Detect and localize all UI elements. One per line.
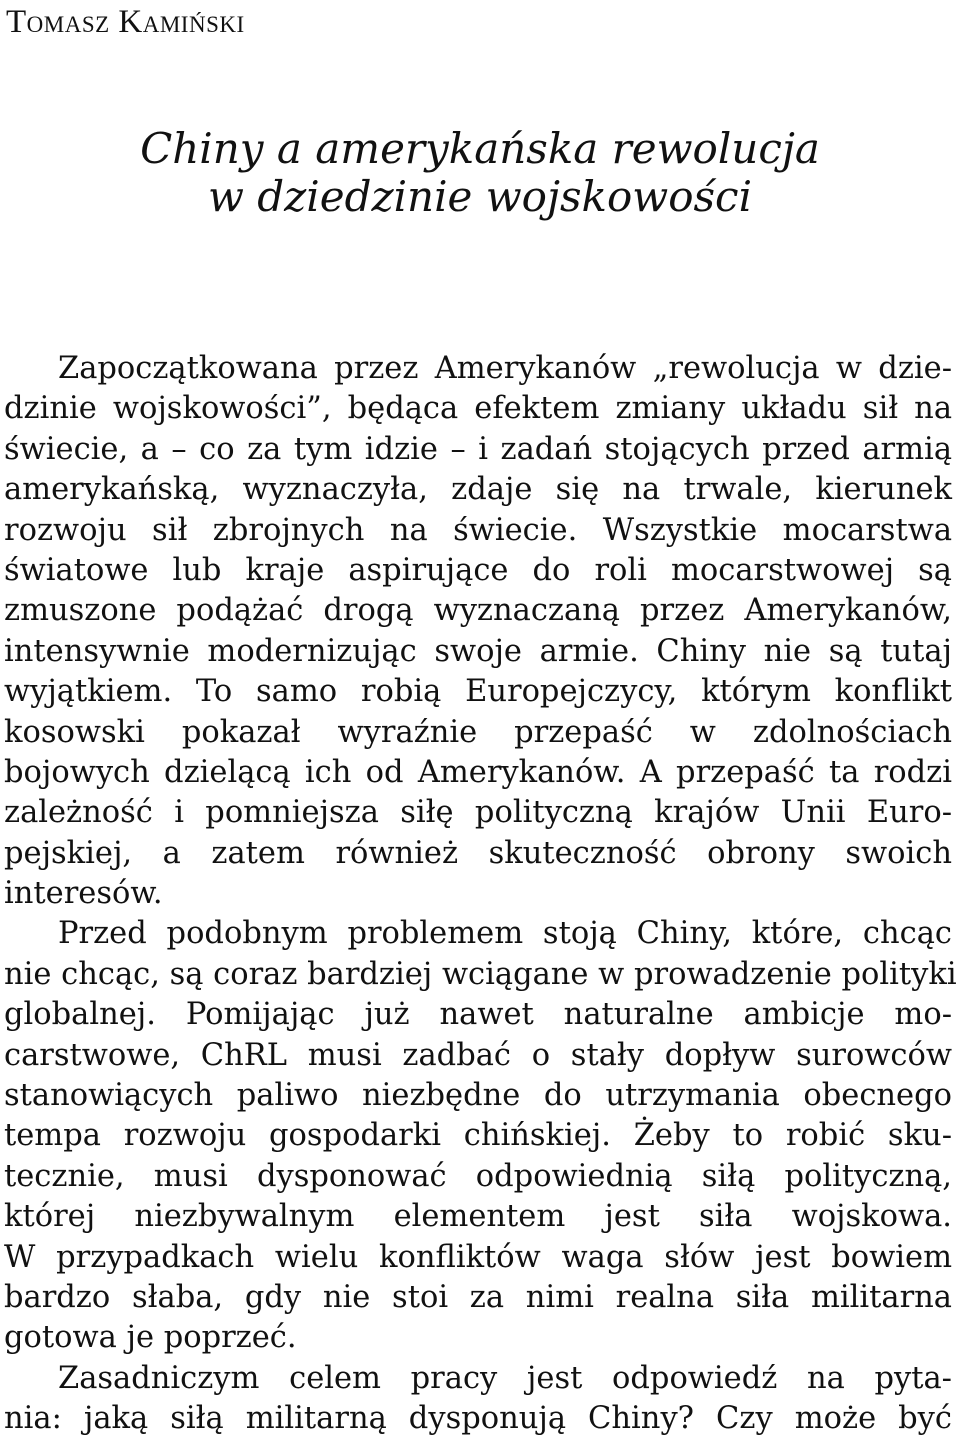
paragraph-2-line-3: globalnej. Pomijając już nawet naturalne ambicje mo- — [4, 997, 952, 1033]
article-title — [0, 125, 960, 221]
title-line-2: w dziedzinie wojskowości — [207, 172, 753, 221]
paragraph-3-line-1: Zasadniczym celem pracy jest odpowiedź na pyta- — [58, 1360, 952, 1396]
paragraph-1-line-1: Zapoczątkowana przez Amerykanów „rewolucja w dzie- — [58, 351, 952, 386]
paragraph-2-line-9: W przypadkach wielu konfliktów waga słów jest bowiem — [4, 1239, 952, 1275]
paragraph-1-line-11: bojowych dzielącą ich od Amerykanów. A przepaść ta rodzi — [4, 754, 952, 790]
paragraph-2-line-5: stanowiących paliwo niezbędne do utrzymania obecnego — [4, 1078, 952, 1114]
paragraph-1-line-3: świecie, a – co za tym idzie – i zadań stojących przed armią — [4, 431, 952, 467]
paragraph-2-line-11: gotowa je poprzeć. — [4, 1320, 297, 1356]
paragraph-2-line-2: nie chcąc, są coraz bardziej wciągane w prowadzenie polityki — [4, 956, 957, 992]
paragraph-1-line-9: wyjątkiem. To samo robią Europejczycy, którym konflikt — [4, 674, 952, 710]
article-body — [4, 349, 957, 1440]
paragraph-2-line-8: której niezbywalnym elementem jest siła wojskowa. — [4, 1199, 952, 1235]
paragraph-1-line-4: amerykańską, wyznaczyła, zdaje się na trwale, kierunek — [4, 472, 952, 508]
paragraph-2-line-4: carstwowe, ChRL musi zadbać o stały dopływ surowców — [4, 1037, 952, 1073]
paragraph-1-line-6: światowe lub kraje aspirujące do roli mocarstwowej są — [4, 552, 952, 588]
author-name: Tomasz Kamiński — [6, 4, 245, 40]
paragraph-1-line-5: rozwoju sił zbrojnych na świecie. Wszystkie mocarstwa — [4, 512, 952, 548]
paragraph-1-line-8: intensywnie modernizując swoje armie. Chiny nie są tutaj — [4, 633, 952, 669]
title-line-1: Chiny a amerykańska rewolucja — [140, 124, 820, 173]
paragraph-2-line-10: bardzo słaba, gdy nie stoi za nimi realna siła militarna — [4, 1279, 952, 1315]
paragraph-2-line-1: Przed podobnym problemem stoją Chiny, które, chcąc — [58, 916, 952, 952]
paragraph-1-line-10: kosowski pokazał wyraźnie przepaść w zdolnościach — [4, 714, 952, 750]
paragraph-1-line-12: zależność i pomniejsza siłę polityczną krajów Unii Euro- — [4, 795, 952, 831]
paragraph-1-line-14: interesów. — [4, 876, 163, 912]
paragraph-3-line-2: nia: jaką siłą militarną dysponują Chiny? Czy może być — [4, 1401, 952, 1437]
paragraph-1-line-13: pejskiej, a zatem również skuteczność obrony swoich — [4, 835, 952, 871]
paragraph-2-line-6: tempa rozwoju gospodarki chińskiej. Żeby to robić sku- — [4, 1118, 952, 1154]
paragraph-1-line-2: dzinie wojskowości”, będąca efektem zmiany układu sił na — [4, 391, 952, 427]
paragraph-2-line-7: tecznie, musi dysponować odpowiednią siłą polityczną, — [4, 1158, 952, 1194]
paragraph-1-line-7: zmuszone podążać drogą wyznaczaną przez Amerykanów, — [4, 593, 952, 629]
